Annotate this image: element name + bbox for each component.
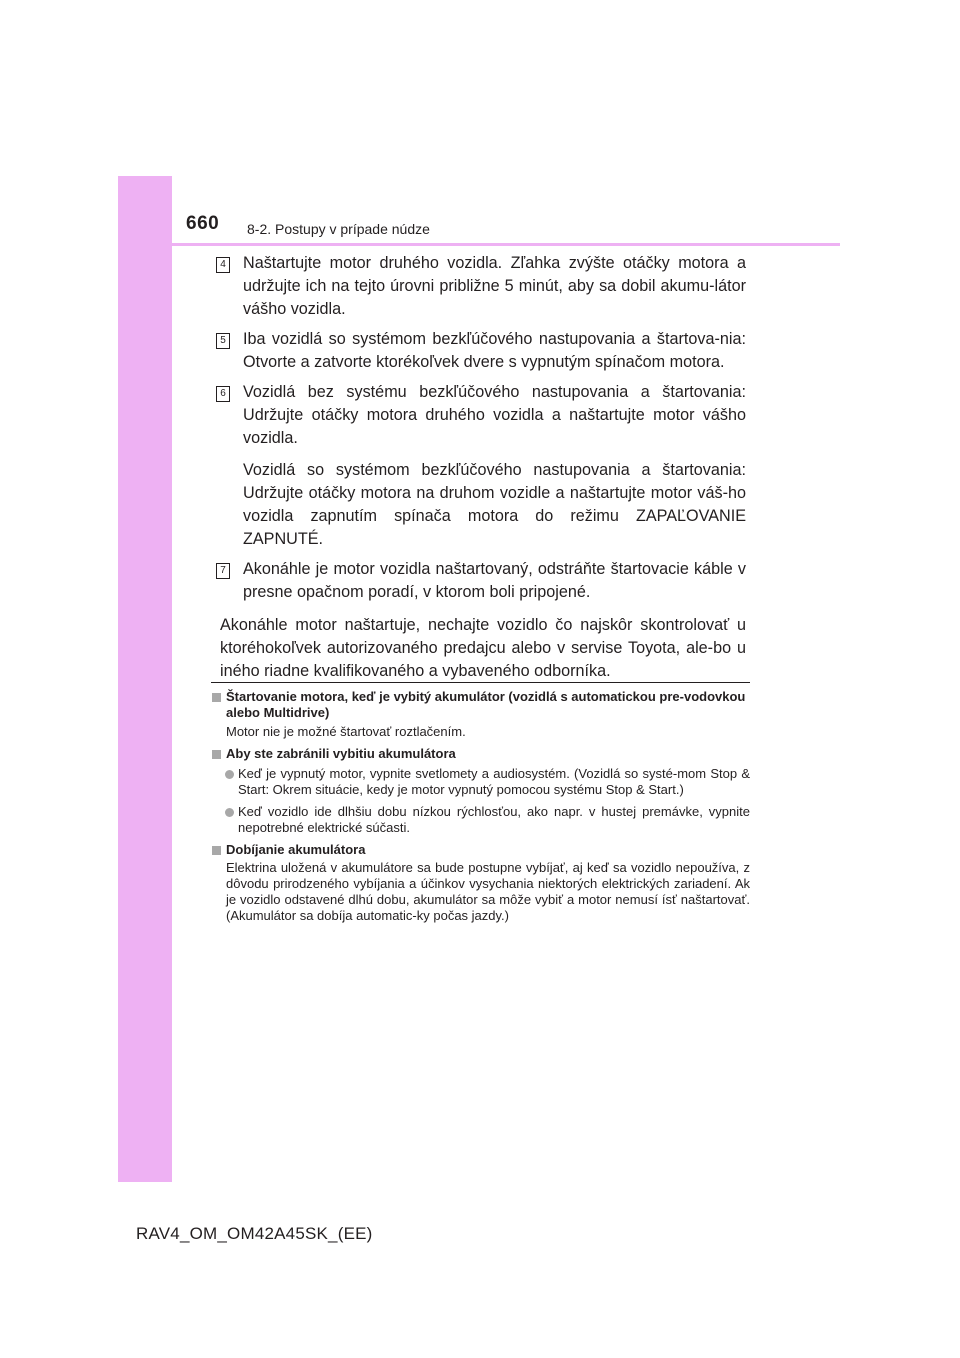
notes-divider <box>211 682 750 683</box>
note-heading-text: Dobíjanie akumulátora <box>226 842 366 857</box>
step-number-box: 5 <box>216 333 230 349</box>
note-prevent-discharge <box>211 746 750 836</box>
note-heading-text: Štartovanie motora, keď je vybitý akumulátor (vozidlá s automatickou pre-vodovkou alebo Multidrive) <box>226 689 746 720</box>
square-bullet-icon <box>212 693 221 702</box>
step-subtext: Vozidlá so systémom bezkľúčového nastupovania a štartovania: Udržujte otáčky motora na druhom vozidle a naštartujte motor váš-ho vozidla zapnutím spínača motora do režimu ZAPAĽOVANIE ZAPNUTÉ. <box>243 461 746 548</box>
note-body: Elektrina uložená v akumulátore sa bude postupne vybíjať, aj keď sa vozidlo nepoužíva, z dôvodu prirodzeného vybíjania a účinkov vysychania niektorých elektrických zariadení. Ak je vozidlo odstavené dlhú dobu, akumulátor sa môže vybiť a motor nemusí ísť naštartovať. (Akumulátor sa dobíja automatic-ky počas jazdy.) <box>226 860 750 923</box>
note-bullet-text: Keď vozidlo ide dlhšiu dobu nízkou rýchlosťou, ako napr. v hustej premávke, vypnite nepotrebné elektrické súčasti. <box>238 804 750 835</box>
step-number-box: 7 <box>216 563 230 579</box>
note-recharging <box>211 842 750 924</box>
note-heading <box>211 842 750 858</box>
note-jump-start <box>211 689 750 740</box>
step-number-box: 6 <box>216 386 230 402</box>
note-heading <box>211 746 750 762</box>
step-4 <box>220 252 746 321</box>
step-text: Akonáhle je motor vozidla naštartovaný, odstráňte štartovacie káble v presne opačnom poradí, v ktorom boli pripojené. <box>243 560 746 601</box>
note-bullet <box>211 804 750 836</box>
step-5 <box>220 328 746 374</box>
square-bullet-icon <box>212 750 221 759</box>
procedure-steps <box>220 252 746 683</box>
notes-section <box>211 689 750 928</box>
step-number-box: 4 <box>216 257 230 273</box>
step-7 <box>220 558 746 604</box>
header-divider <box>172 243 840 246</box>
square-bullet-icon <box>212 846 221 855</box>
note-body: Motor nie je možné štartovať roztlačením. <box>226 724 466 739</box>
after-steps-paragraph: Akonáhle motor naštartuje, nechajte vozidlo čo najskôr skontrolovať u ktoréhokoľvek autorizovaného predajcu alebo v servise Toyota, ale-bo u iného riadne kvalifikovaného a vybaveného odborníka. <box>220 616 746 680</box>
document-code-footer: RAV4_OM_OM42A45SK_(EE) <box>136 1224 373 1243</box>
note-bullet <box>211 766 750 798</box>
circle-bullet-icon <box>225 808 234 817</box>
circle-bullet-icon <box>225 770 234 779</box>
note-heading-text: Aby ste zabránili vybitiu akumulátora <box>226 746 456 761</box>
section-title: 8-2. Postupy v prípade núdze <box>247 221 430 237</box>
chapter-sidebar-tab <box>118 176 172 1182</box>
note-heading <box>211 689 750 721</box>
step-text: Naštartujte motor druhého vozidla. Zľahka zvýšte otáčky motora a udržujte ich na tejto úrovni približne 5 minút, aby sa dobil akumu-látor vášho vozidla. <box>243 254 746 318</box>
step-text: Iba vozidlá so systémom bezkľúčového nastupovania a štartova-nia: Otvorte a zatvorte ktorékoľvek dvere s vypnutým spínačom motora. <box>243 330 746 371</box>
step-6 <box>220 381 746 551</box>
note-bullet-text: Keď je vypnutý motor, vypnite svetlomety a audiosystém. (Vozidlá so systé-mom Stop & Start: Okrem situácie, kedy je motor vypnutý pomocou systému Stop & Start.) <box>238 766 750 797</box>
page-number: 660 <box>186 213 220 234</box>
step-text: Vozidlá bez systému bezkľúčového nastupovania a štartovania: Udržujte otáčky motora druhého vozidla a naštartujte motor vášho vozidla. <box>243 383 746 447</box>
